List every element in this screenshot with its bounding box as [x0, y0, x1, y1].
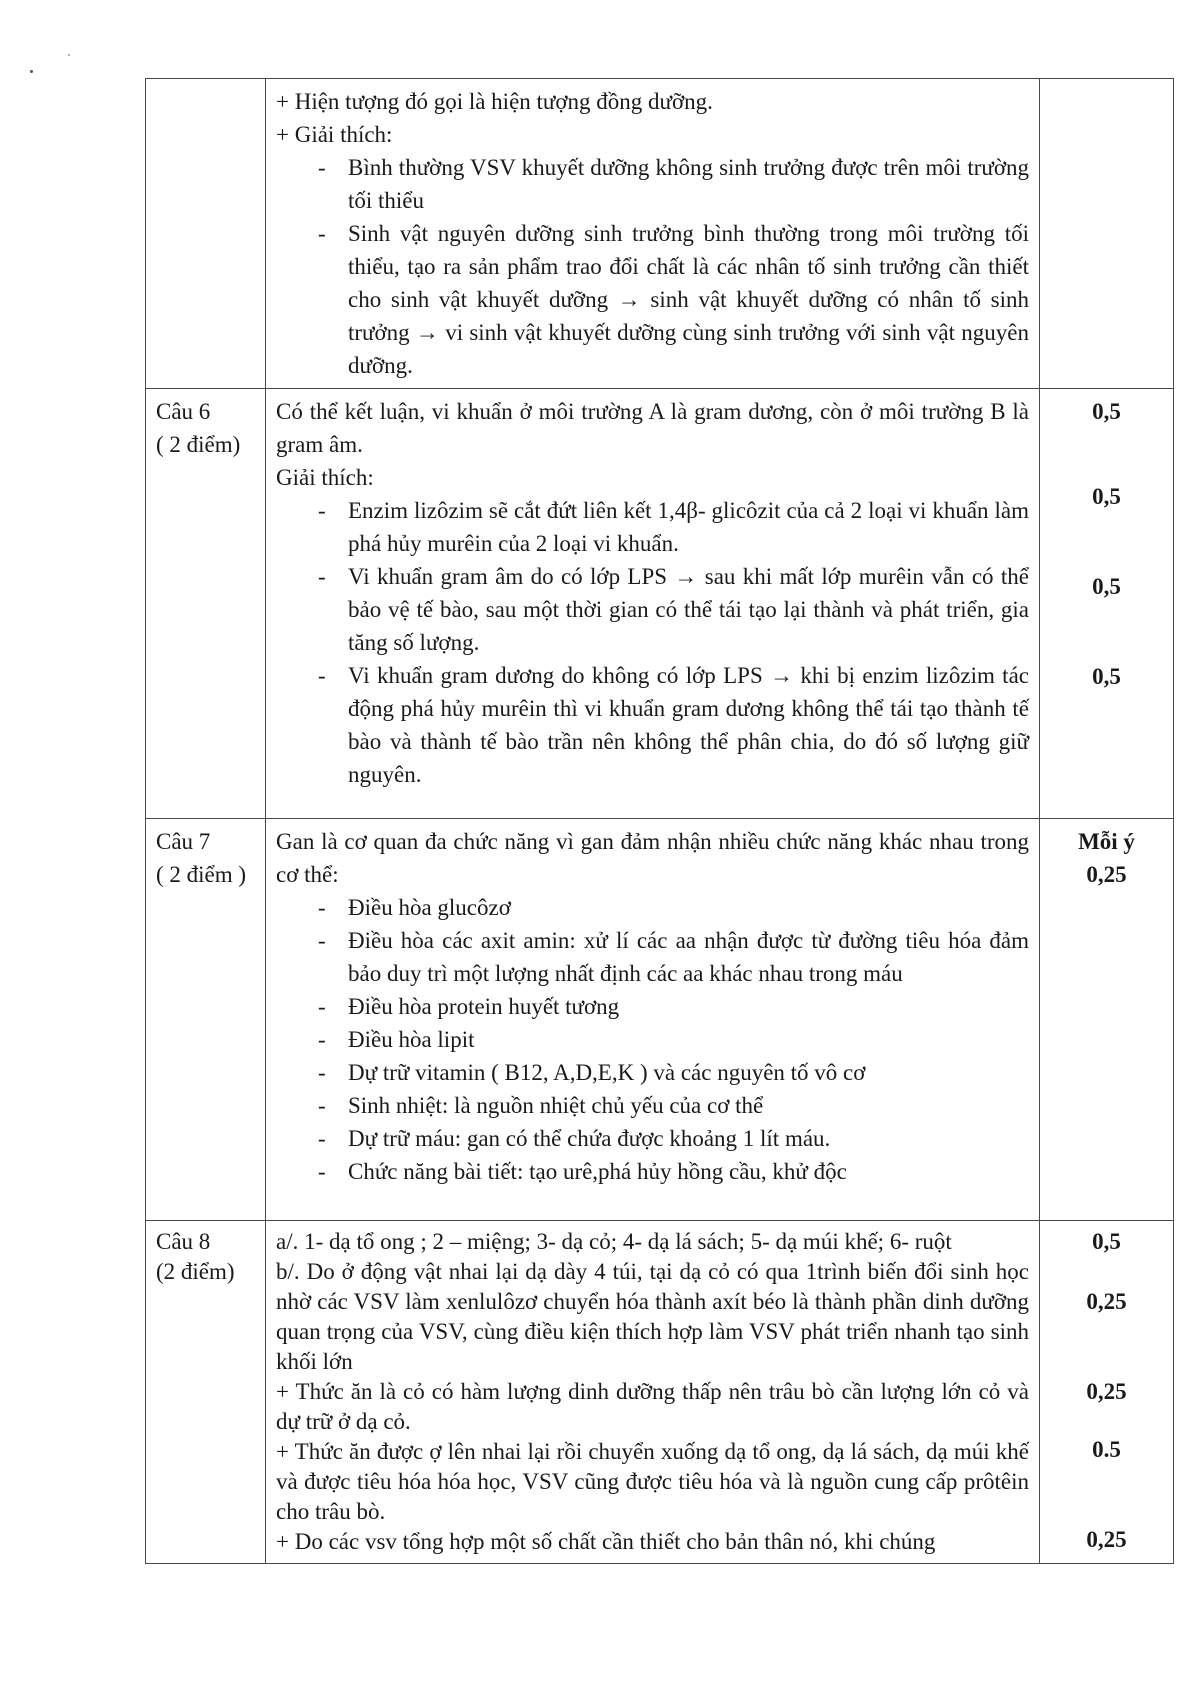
list-item: - Enzim lizôzim sẽ cắt đứt liên kết 1,4β- glicôzit của cả 2 loại vi khuẩn làm phá hủy murêin của 2 loại vi khuẩn. — [318, 494, 1029, 560]
text-line: Gan là cơ quan đa chức năng vì gan đảm nhận nhiều chức năng khác nhau trong cơ thể: — [276, 829, 1029, 887]
table-row — [146, 79, 1174, 389]
text-line: + Thức ăn là cỏ có hàm lượng dinh dưỡng thấp nên trâu bò cần lượng lớn cỏ và dự trữ ở dạ cỏ. — [276, 1379, 1029, 1434]
list-item: - Dự trữ vitamin ( B12, A,D,E,K ) và các nguyên tố vô cơ — [318, 1056, 1029, 1089]
score-value: 0.5 — [1092, 1437, 1121, 1462]
score-value: 0,5 — [1092, 1229, 1121, 1254]
question-cell — [146, 819, 266, 1221]
text-line: b/. Do ở động vật nhai lại dạ dày 4 túi, tại dạ cỏ có qua 1trình biến đổi sinh học nhờ các VSV làm xenlulôzơ chuyển hóa thành axít béo là thành phần dinh dưỡng quan trọng của VSV, cùng điều kiện thích hợp làm VSV phát triển nhanh tạo sinh khối lớn — [276, 1259, 1029, 1374]
score-value: 0,5 — [1092, 484, 1121, 509]
list-item: - Sinh vật nguyên dưỡng sinh trưởng bình thường trong môi trường tối thiểu, tạo ra sản phẩm trao đổi chất là các nhân tố sinh trưởng cần thiết cho sinh vật khuyết dưỡng → sinh vật khuyết dưỡng có nhân tố sinh trưởng → vi sinh vật khuyết dưỡng cùng sinh trưởng với sinh vật nguyên dưỡng. — [318, 217, 1029, 382]
score-value: 0,5 — [1092, 574, 1121, 599]
list-item: - Điều hòa glucôzơ — [318, 891, 1029, 924]
score-cell — [1040, 819, 1174, 1221]
list-item: - Chức năng bài tiết: tạo urê,phá hủy hồng cầu, khử độc — [318, 1155, 1029, 1188]
table-row — [146, 389, 1174, 819]
answer-cell — [266, 79, 1040, 389]
question-cell — [146, 79, 266, 389]
list-item: - Vi khuẩn gram âm do có lớp LPS → sau khi mất lớp murêin vẫn có thể bảo vệ tế bào, sau một thời gian có thể tái tạo lại thành và phát triển, gia tăng số lượng. — [318, 560, 1029, 659]
list-item: - Dự trữ máu: gan có thể chứa được khoảng 1 lít máu. — [318, 1122, 1029, 1155]
table-row — [146, 819, 1174, 1221]
question-label: Câu 8 — [156, 1229, 211, 1254]
bullet-list — [276, 891, 1029, 1188]
text-line: + Thức ăn được ợ lên nhai lại rồi chuyển xuống dạ tổ ong, dạ lá sách, dạ múi khế và được tiêu hóa hóa học, VSV cũng được tiêu hóa và là nguồn cung cấp prôtêin cho trâu bò. — [276, 1439, 1029, 1524]
score-value: 0,5 — [1092, 664, 1121, 689]
score-value: 0,25 — [1086, 1527, 1127, 1552]
scan-speck — [68, 54, 70, 56]
list-item: - Điều hòa các axit amin: xử lí các aa nhận được từ đường tiêu hóa đảm bảo duy trì một lượng nhất định các aa khác nhau trong máu — [318, 924, 1029, 990]
list-item: - Sinh nhiệt: là nguồn nhiệt chủ yếu của cơ thể — [318, 1089, 1029, 1122]
answer-table — [145, 78, 1174, 1564]
scan-speck — [30, 70, 33, 73]
question-points: ( 2 điểm) — [156, 432, 241, 457]
score-value: 0,25 — [1086, 862, 1127, 887]
bullet-list — [276, 151, 1029, 382]
score-value: 0,25 — [1086, 1379, 1127, 1404]
score-value: 0,25 — [1086, 1289, 1127, 1314]
score-label: Mỗi ý — [1078, 829, 1135, 854]
question-cell — [146, 389, 266, 819]
list-item: - Vi khuẩn gram dương do không có lớp LPS → khi bị enzim lizôzim tác động phá hủy murêin thì vi khuẩn gram dương không thể tái tạo thành tế bào và thành tế bào trần nên không thể phân chia, do đó số lượng giữ nguyên. — [318, 659, 1029, 791]
list-item: - Điều hòa lipit — [318, 1023, 1029, 1056]
list-item: - Điều hòa protein huyết tương — [318, 990, 1029, 1023]
score-cell — [1040, 389, 1174, 819]
table-row — [146, 1221, 1174, 1564]
question-points: (2 điểm) — [156, 1259, 235, 1284]
list-item: - Bình thường VSV khuyết dưỡng không sinh trưởng được trên môi trường tối thiểu — [318, 151, 1029, 217]
answer-cell — [266, 819, 1040, 1221]
question-points: ( 2 điểm ) — [156, 862, 247, 887]
text-line: Giải thích: — [276, 465, 374, 490]
question-label: Câu 7 — [156, 829, 211, 854]
score-value: 0,5 — [1092, 399, 1121, 424]
answer-cell — [266, 1221, 1040, 1564]
text-line: a/. 1- dạ tổ ong ; 2 – miệng; 3- dạ cỏ; 4- dạ lá sách; 5- dạ múi khế; 6- ruột — [276, 1229, 952, 1254]
score-cell — [1040, 1221, 1174, 1564]
text-line: Có thể kết luận, vi khuẩn ở môi trường A là gram dương, còn ở môi trường B là gram âm. — [276, 399, 1029, 457]
score-cell — [1040, 79, 1174, 389]
question-cell — [146, 1221, 266, 1564]
text-line: + Hiện tượng đó gọi là hiện tượng đồng dưỡng. — [276, 89, 713, 114]
answer-cell — [266, 389, 1040, 819]
text-line: + Giải thích: — [276, 122, 393, 147]
text-line: + Do các vsv tổng hợp một số chất cần thiết cho bản thân nó, khi chúng — [276, 1529, 936, 1554]
bullet-list — [276, 494, 1029, 791]
question-label: Câu 6 — [156, 399, 211, 424]
